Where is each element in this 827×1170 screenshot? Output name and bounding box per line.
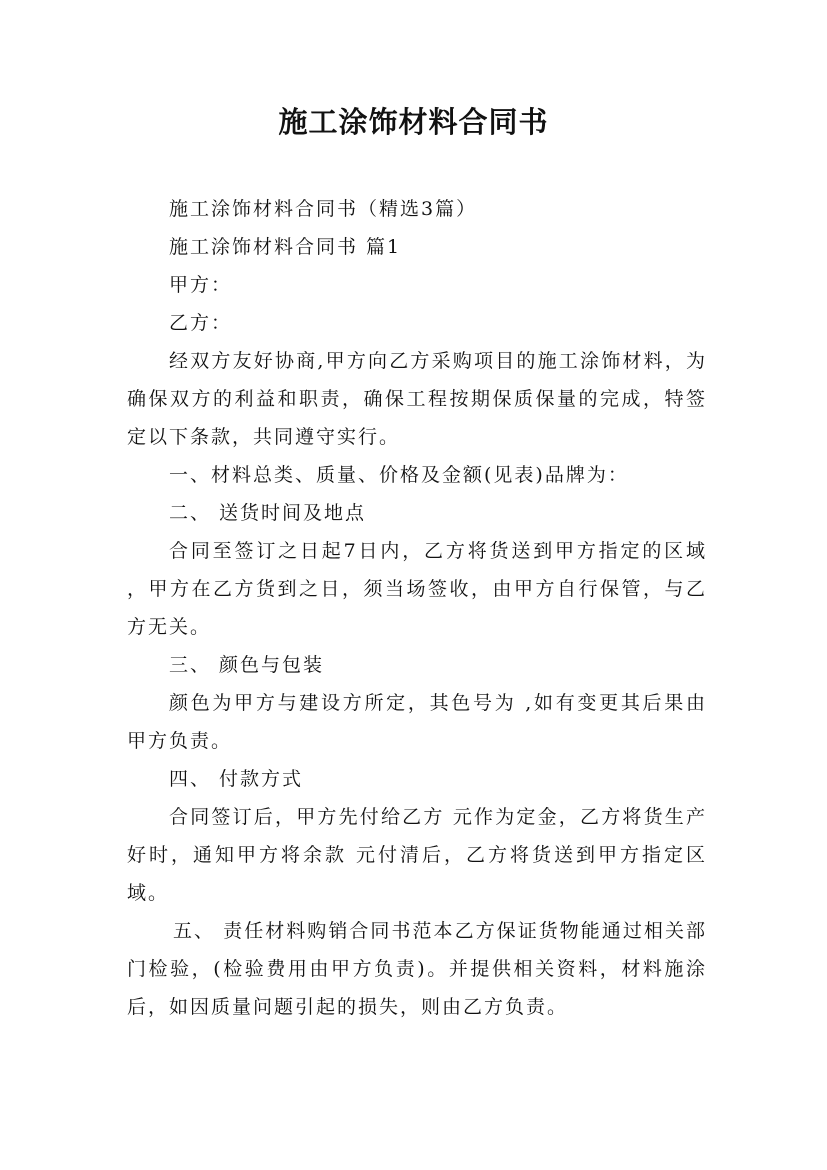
paragraph-clause-5: 五、 责任材料购销合同书范本乙方保证货物能通过相关部门检验，(检验费用由甲方负责)。并提供相关资料，材料施涂后，如因质量问题引起的损失，则由乙方负责。 <box>127 920 707 1018</box>
paragraph-clause-4-heading: 四、 付款方式 <box>169 768 304 790</box>
document-title: 施工涂饰材料合同书 <box>278 105 549 139</box>
paragraph-clause-2-heading: 二、 送货时间及地点 <box>169 502 367 524</box>
paragraph-subtitle: 施工涂饰材料合同书（精选3篇） <box>169 198 478 220</box>
paragraph-clause-2-body: 合同至签订之日起7日内，乙方将货送到甲方指定的区域 ，甲方在乙方货到之日，须当场签收，由甲方自行保管，与乙方无关。 <box>127 540 707 638</box>
paragraph-party-a: 甲方： <box>169 274 233 296</box>
document-body <box>127 190 707 1026</box>
paragraph-clause-1: 一、材料总类、质量、价格及金额(见表)品牌为： <box>169 464 629 486</box>
paragraph-clause-4-body: 合同签订后，甲方先付给乙方 元作为定金，乙方将货生产好时，通知甲方将余款 元付清后，乙方将货送到甲方指定区域。 <box>127 806 707 904</box>
paragraph-preamble: 经双方友好协商,甲方向乙方采购项目的施工涂饰材料，为确保双方的利益和职责，确保工程按期保质保量的完成，特签定以下条款，共同遵守实行。 <box>127 350 707 448</box>
paragraph-section-heading: 施工涂饰材料合同书 篇1 <box>169 236 402 258</box>
paragraph-clause-3-heading: 三、 颜色与包装 <box>169 654 325 676</box>
paragraph-party-b: 乙方： <box>169 312 233 334</box>
paragraph-clause-3-body: 颜色为甲方与建设方所定，其色号为 ,如有变更其后果由甲方负责。 <box>127 692 707 752</box>
